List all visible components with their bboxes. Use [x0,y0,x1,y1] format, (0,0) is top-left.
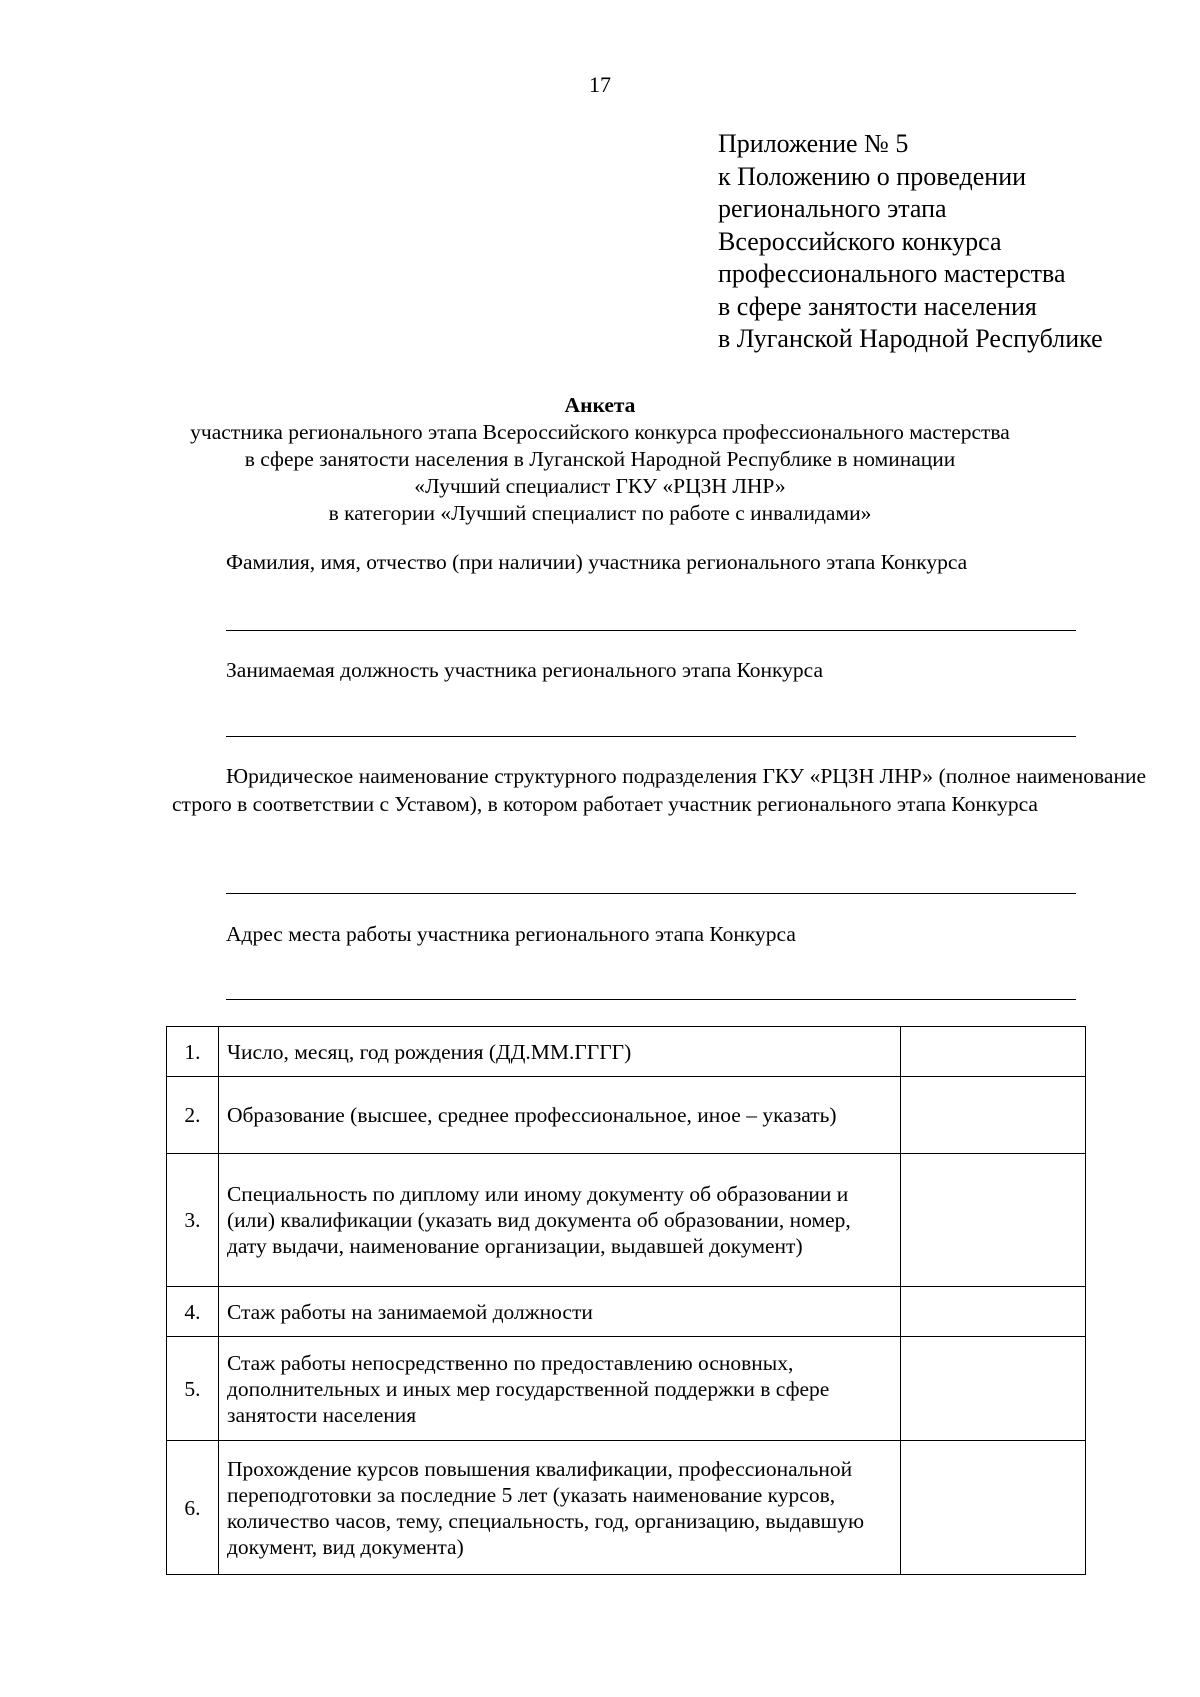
row-number: 2. [167,1077,219,1154]
row-description: Специальность по диплому или иному документу об образовании и (или) квалификации (указать вид документа об образовании, номер, дату выдачи, наименование организации, выдавшей документ) [218,1154,900,1287]
legal-name-field[interactable] [226,893,1076,894]
address-field[interactable] [226,999,1076,1000]
appendix-header [718,128,1103,356]
position-label: Занимаемая должность участника регионального этапа Конкурса [226,658,824,682]
row-value-cell[interactable] [900,1337,1085,1441]
row-description: Стаж работы на занимаемой должности [218,1287,900,1337]
row-value-cell[interactable] [900,1027,1085,1077]
table-row [167,1441,1086,1575]
form-heading: Анкета [564,393,636,417]
form-subtitle-line: «Лучший специалист ГКУ «РЦЗН ЛНР» [414,474,786,498]
appendix-line: в сфере занятости населения [718,291,1037,321]
form-subtitle-line: в сфере занятости населения в Луганской Народной Республике в номинации [244,447,956,471]
row-value-cell[interactable] [900,1154,1085,1287]
row-description: Прохождение курсов повышения квалификации, профессиональной переподготовки за последние 5 лет (указать наименование курсов, количество часов, тему, специальность, год, организацию, выдавшую документ, вид документа) [218,1441,900,1575]
row-number: 4. [167,1287,219,1337]
row-number: 6. [167,1441,219,1575]
full-name-field[interactable] [226,630,1076,631]
appendix-line: профессионального мастерства [718,259,1066,288]
row-description: Стаж работы непосредственно по предоставлению основных, дополнительных и иных мер государственной поддержки в сфере занятости населения [218,1337,900,1441]
questionnaire-table [166,1026,1086,1575]
row-description: Число, месяц, год рождения (ДД.ММ.ГГГГ) [218,1027,900,1077]
row-description: Образование (высшее, среднее профессиональное, иное – указать) [218,1077,900,1154]
table-row [167,1287,1086,1337]
appendix-line: Приложение № 5 [718,129,909,158]
form-title-block [0,392,1200,527]
form-subtitle-line: участника регионального этапа Всероссийского конкурса профессионального мастерства [190,420,1010,444]
appendix-line: в Луганской Народной Республике [718,324,1103,353]
address-label: Адрес места работы участника регионального этапа Конкурса [226,922,796,946]
page-number: 17 [589,72,611,97]
appendix-line: к Положению о проведении [718,161,1027,191]
row-number: 3. [167,1154,219,1287]
table-row [167,1027,1086,1077]
form-subtitle-line: в категории «Лучший специалист по работе с инвалидами» [328,501,872,525]
legal-name-label: Юридическое наименование структурного подразделения ГКУ «РЦЗН ЛНР» (полное наименование строго в соответствии с Уставом), в котором работает участник регионального этапа Конкурса [172,764,1146,816]
table-row [167,1337,1086,1441]
table-row [167,1154,1086,1287]
row-number: 5. [167,1337,219,1441]
appendix-line: регионального этапа [718,194,947,223]
row-value-cell[interactable] [900,1287,1085,1337]
position-field[interactable] [226,736,1076,737]
table-row [167,1077,1086,1154]
row-number: 1. [167,1027,219,1077]
row-value-cell[interactable] [900,1077,1085,1154]
appendix-line: Всероссийского конкурса [718,226,1002,256]
row-value-cell[interactable] [900,1441,1085,1575]
full-name-label: Фамилия, имя, отчество (при наличии) участника регионального этапа Конкурса [226,550,968,574]
